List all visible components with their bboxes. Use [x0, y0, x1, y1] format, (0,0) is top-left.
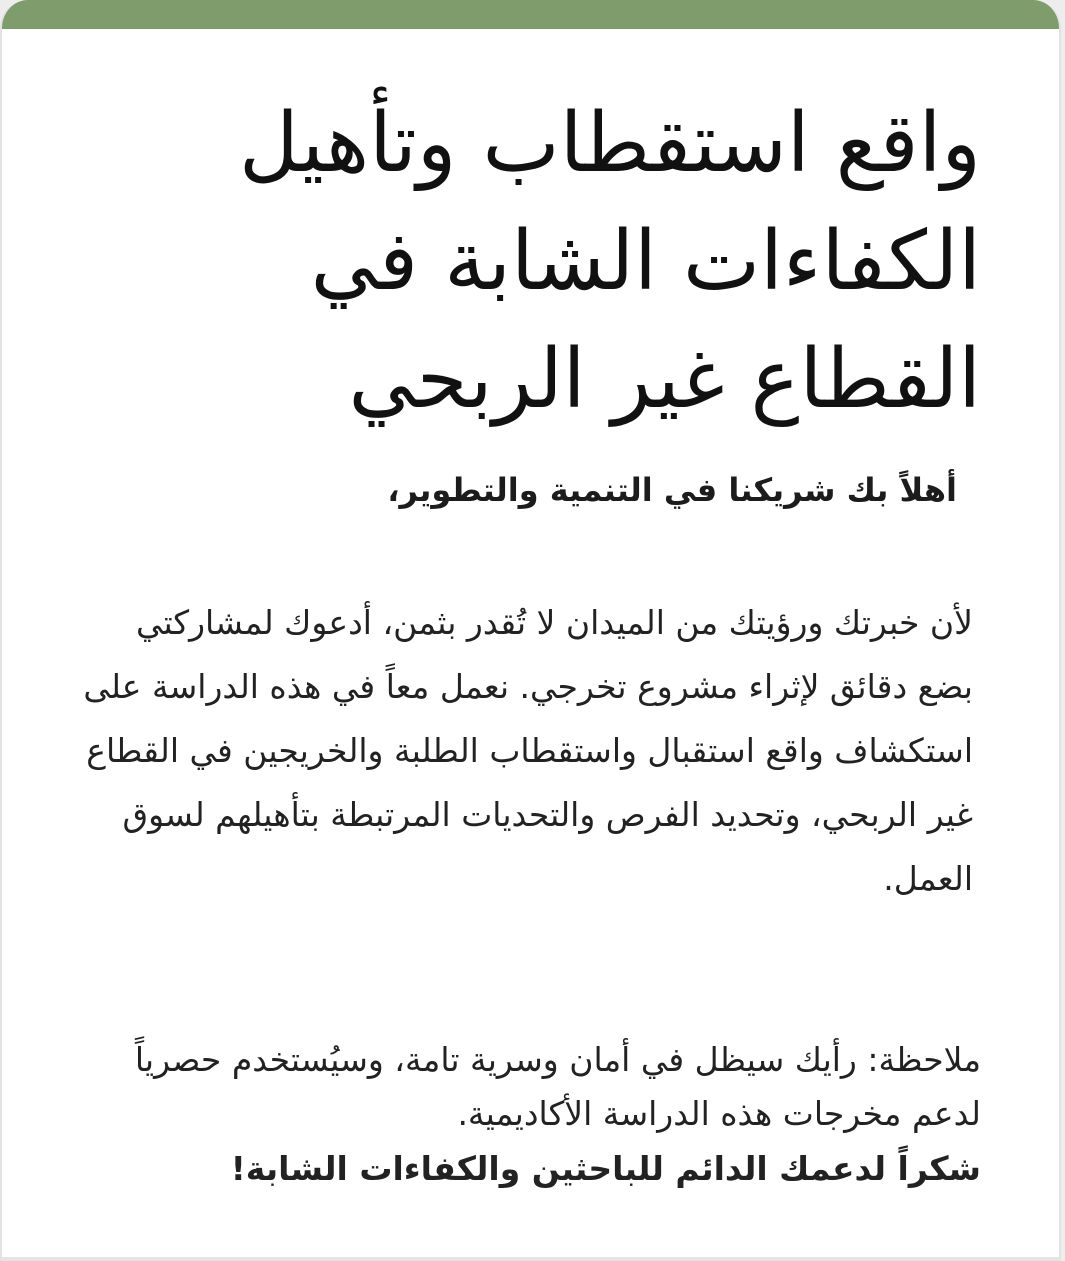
article-title: واقع استقطاب وتأهيل الكفاءات الشابة في القطاع غير الربحي	[238, 96, 981, 427]
card-accent-bar	[2, 0, 1059, 29]
card-content	[81, 85, 981, 1197]
privacy-note: ملاحظة: رأيك سيظل في أمان وسرية تامة، وسيُستخدم حصرياً لدعم مخرجات هذه الدراسة الأكاديمية.	[134, 1040, 981, 1133]
greeting-text: أهلاً بك شريكنا في التنمية والتطوير،	[387, 471, 957, 509]
thanks-text: شكراً لدعمك الدائم للباحثين والكفاءات الشابة!	[230, 1149, 981, 1188]
card-bottom-rule	[2, 1257, 1059, 1261]
body-paragraph: لأن خبرتك ورؤيتك من الميدان لا تُقدر بثمن، أدعوك لمشاركتي بضع دقائق لإثراء مشروع تخرجي. نعمل معاً في هذه الدراسة على استكشاف واقع استقبال واستقطاب الطلبة والخريجين في القطاع غير الربحي، وتحديد الفرص والتحديات المرتبطة بتأهيلهم لسوق العمل.	[83, 603, 973, 898]
